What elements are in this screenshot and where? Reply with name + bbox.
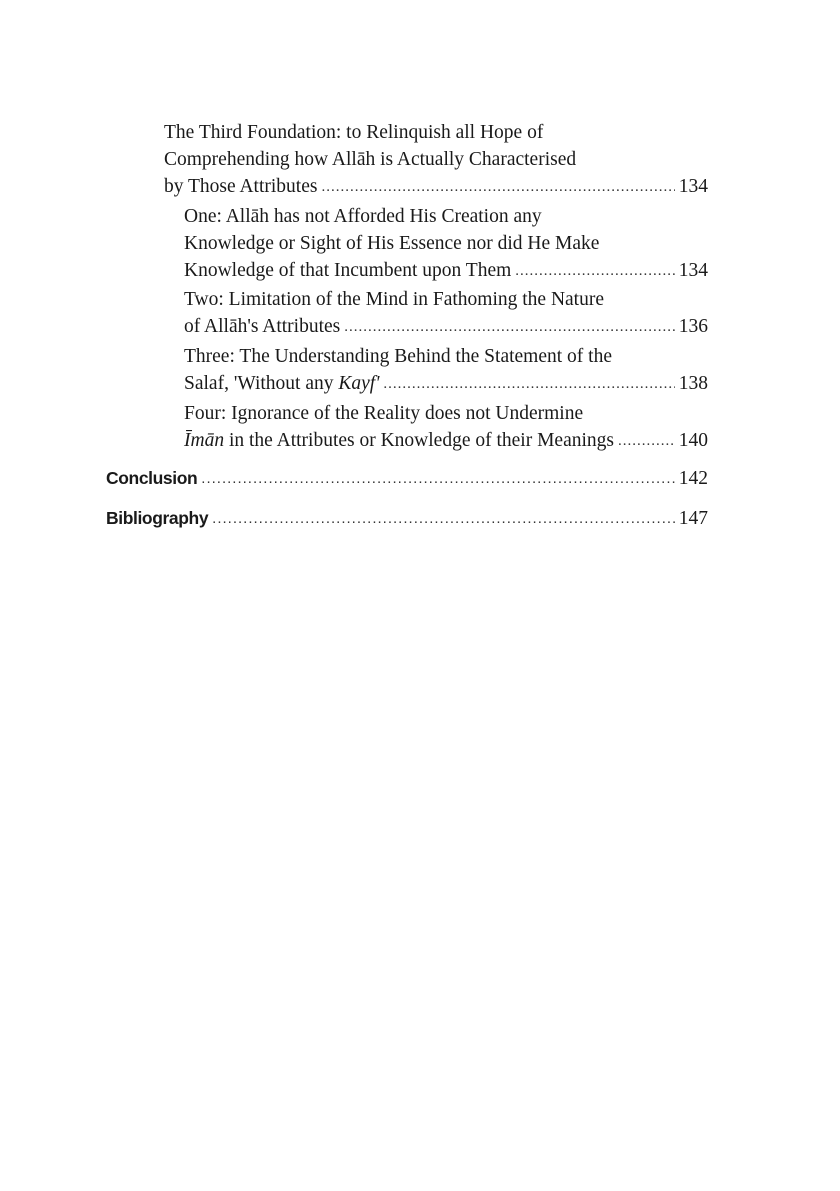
toc-entry-title-end: of Allāh's Attributes xyxy=(184,316,341,337)
page-number: 134 xyxy=(678,176,708,197)
toc-entry-final-line xyxy=(106,505,708,533)
dot-leader xyxy=(344,314,674,341)
toc-entry-one xyxy=(184,203,708,286)
toc-entry-two xyxy=(184,286,708,342)
page-number: 142 xyxy=(678,468,708,489)
page-number: 138 xyxy=(678,373,708,394)
toc-entry-title-text: Salaf, 'Without any xyxy=(184,373,339,394)
toc-entry-title-end: by Those Attributes xyxy=(164,176,318,197)
toc-entry-line: Knowledge or Sight of His Essence nor did He Make xyxy=(184,233,600,254)
toc-entry-line: Three: The Understanding Behind the Statement of the xyxy=(184,346,612,367)
toc-entry-title-end: Bibliography xyxy=(106,508,209,528)
dot-leader xyxy=(383,371,674,398)
toc-entry-final-line xyxy=(184,257,708,286)
toc-entry-line: The Third Foundation: to Relinquish all Hope of xyxy=(164,122,544,143)
toc-entry-title-text: in the Attributes or Knowledge of their Meanings xyxy=(224,430,615,451)
dot-leader xyxy=(201,465,674,492)
toc-entry-line: Two: Limitation of the Mind in Fathoming the Nature xyxy=(184,289,604,310)
toc-entry-title-end: Knowledge of that Incumbent upon Them xyxy=(184,260,512,281)
page-number: 140 xyxy=(678,430,708,451)
toc-entry-conclusion xyxy=(106,465,708,493)
toc-entry-title-end xyxy=(184,370,379,397)
dot-leader xyxy=(618,428,675,455)
toc-entry-final-line xyxy=(184,313,708,342)
dot-leader xyxy=(212,505,675,532)
toc-entry-title-italic: Kayf' xyxy=(338,373,380,394)
dot-leader xyxy=(515,258,674,285)
toc-entry-final-line xyxy=(184,370,708,399)
toc-entry-line: One: Allāh has not Afforded His Creation any xyxy=(184,206,542,227)
toc-entry-bibliography xyxy=(106,505,708,533)
toc-entry-title-italic: Īmān xyxy=(184,430,225,451)
toc-entry-line: Comprehending how Allāh is Actually Characterised xyxy=(164,149,577,170)
toc-entry-final-line xyxy=(184,427,708,456)
toc-entry-title-end: Conclusion xyxy=(106,468,198,488)
toc-entry-final-line xyxy=(164,173,708,202)
toc-entry-line: Four: Ignorance of the Reality does not Undermine xyxy=(184,403,584,424)
page-number: 147 xyxy=(678,508,708,529)
toc-entry-four xyxy=(184,400,708,456)
toc-entry-final-line xyxy=(106,465,708,493)
dot-leader xyxy=(321,174,674,201)
page-number: 134 xyxy=(678,260,708,281)
page-number: 136 xyxy=(678,316,708,337)
toc-entry-title-end xyxy=(184,427,614,454)
toc-entry-third-foundation xyxy=(164,119,708,202)
toc-entry-three xyxy=(184,343,708,399)
